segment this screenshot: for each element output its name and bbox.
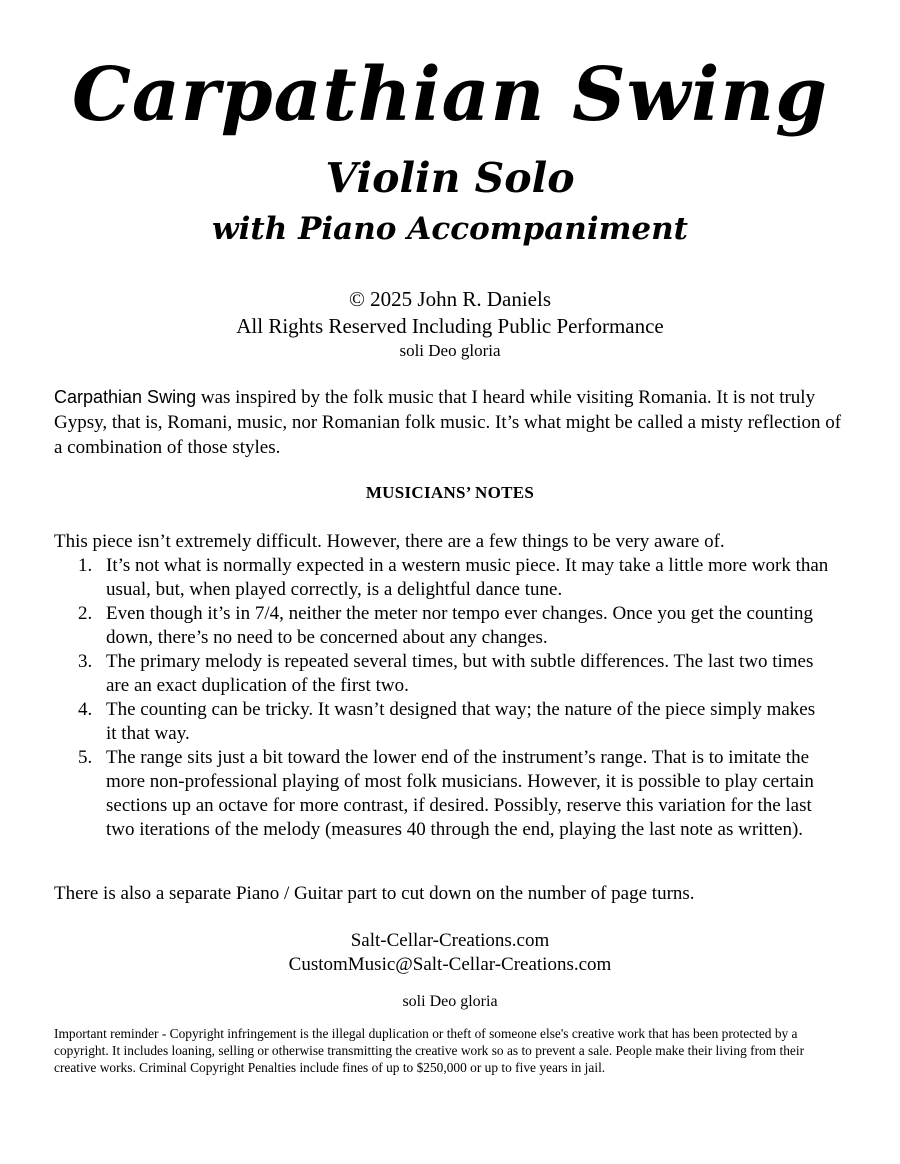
- list-item: [54, 554, 830, 602]
- list-item-number: 1.: [78, 555, 93, 576]
- list-item: [54, 602, 830, 650]
- copyright-reminder: Important reminder - Copyright infringement is the illegal duplication or theft of someone else's creative work that has been protected by a copyright. It includes loaning, selling or otherwise transmitting the creative work so as to prevent a sale. People make their living from their creative works. Criminal Copyright Penalties include fines of up to $250,000 or up to five years in jail.: [54, 1026, 805, 1075]
- separate-part-note: There is also a separate Piano / Guitar part to cut down on the number of page turns.: [54, 883, 695, 904]
- intro-text: was inspired by the folk music that I heard while visiting Romania. It is not truly Gypsy, that is, Romani, music, nor Romanian folk music. It’s what might be called a misty reflection of a combination of those styles.: [54, 387, 842, 458]
- intro-title-reference: Carpathian Swing: [54, 387, 197, 407]
- website-text: Salt-Cellar-Creations.com: [350, 930, 550, 951]
- contact-block: [0, 929, 900, 1014]
- email-text: CustomMusic@Salt-Cellar-Creations.com: [288, 954, 612, 975]
- notes-list: [54, 554, 830, 842]
- motto-line: soli Deo gloria: [399, 341, 501, 360]
- document-subtitle-accompaniment: with Piano Accompaniment: [211, 211, 689, 247]
- notes-lead-text: This piece isn’t extremely difficult. However, there are a few things to be very aware of.: [54, 531, 725, 552]
- credits-block: [0, 286, 900, 362]
- list-item-text: Even though it’s in 7/4, neither the meter nor tempo ever changes. Once you get the counting down, there’s no need to be concerned about any changes.: [106, 603, 814, 648]
- intro-paragraph: [54, 385, 846, 460]
- musicians-notes-heading: MUSICIANS’ NOTES: [365, 483, 535, 502]
- document-title: Carpathian Swing: [72, 52, 828, 138]
- list-item-number: 5.: [78, 747, 93, 768]
- contact-motto: soli Deo gloria: [402, 993, 498, 1010]
- list-item: [54, 746, 830, 842]
- list-item-text: The range sits just a bit toward the lower end of the instrument’s range. That is to imitate the more non-professional playing of most folk musicians. However, it is possible to play certain sections up an octave for more contrast, if desired. Possibly, reserve this variation for the last two iterations of the melody (measures 40 through the end, playing the last note as written).: [106, 747, 814, 840]
- list-item-text: The primary melody is repeated several times, but with subtle differences. The last two times are an exact duplication of the first two.: [106, 651, 814, 696]
- document-subtitle: Violin Solo: [325, 154, 575, 202]
- list-item-number: 3.: [78, 651, 93, 672]
- rights-line: All Rights Reserved Including Public Performance: [236, 314, 664, 338]
- list-item: [54, 650, 830, 698]
- list-item: [54, 698, 830, 746]
- list-item-number: 2.: [78, 603, 93, 624]
- copyright-line: © 2025 John R. Daniels: [348, 287, 552, 311]
- list-item-text: It’s not what is normally expected in a western music piece. It may take a little more work than usual, but, when played correctly, is a delightful dance tune.: [106, 555, 829, 600]
- list-item-text: The counting can be tricky. It wasn’t designed that way; the nature of the piece simply makes it that way.: [106, 699, 816, 744]
- list-item-number: 4.: [78, 699, 93, 720]
